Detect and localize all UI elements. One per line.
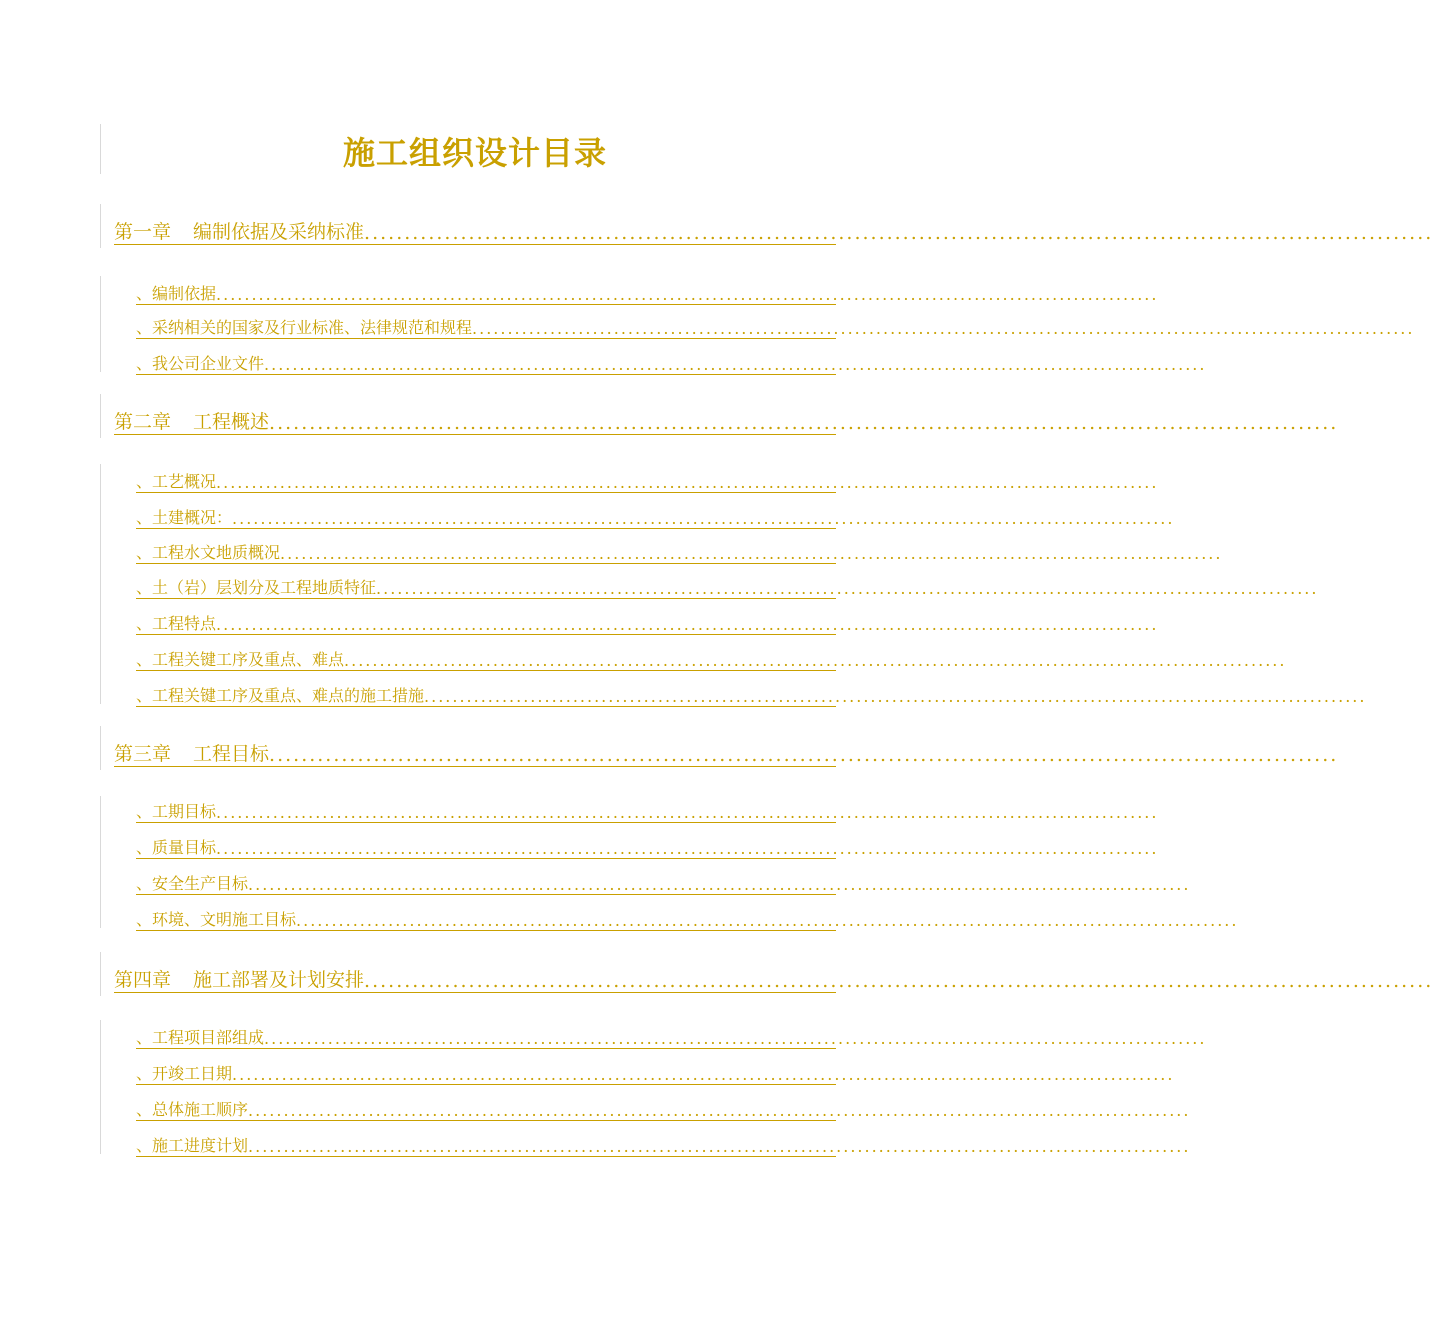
margin-rule: [100, 394, 101, 438]
page-title: 施工组织设计目录: [342, 134, 607, 172]
chapter-number: 第三章: [114, 743, 172, 765]
toc-item-label: 、安全生产目标: [136, 874, 249, 893]
dot-leader: .....................................................................................................................................: [232, 509, 1175, 528]
toc-item[interactable]: [136, 1024, 1207, 1049]
toc-item[interactable]: [136, 314, 1415, 339]
toc-item-label: 、土（岩）层划分及工程地质特征: [136, 578, 377, 597]
dot-leader: .....................................................................................................................................: [264, 355, 1207, 374]
margin-rule: [100, 952, 101, 996]
dot-leader: .....................................................................................................................................: [364, 970, 1433, 992]
toc-item[interactable]: [136, 682, 1367, 707]
toc-item[interactable]: [136, 468, 1159, 493]
margin-rule: [100, 276, 101, 372]
toc-item[interactable]: [136, 870, 1191, 895]
dot-leader: .....................................................................................................................................: [216, 473, 1159, 492]
toc-item[interactable]: [136, 280, 1159, 305]
toc-item-label: 、环境、文明施工目标: [136, 910, 297, 929]
chapter-title: 工程概述: [193, 411, 270, 433]
dot-leader: .....................................................................................................................................: [344, 651, 1287, 670]
toc-item[interactable]: [136, 834, 1159, 859]
chapter-number: 第四章: [114, 969, 172, 991]
toc-item-label: 、编制依据: [136, 284, 217, 303]
toc-chapter-4[interactable]: [114, 962, 1433, 993]
toc-item-label: 、工程水文地质概况: [136, 543, 281, 562]
dot-leader: .....................................................................................................................................: [269, 412, 1339, 434]
chapter-title: 工程目标: [193, 743, 270, 765]
margin-rule: [100, 796, 101, 928]
toc-item-label: 、采纳相关的国家及行业标准、法律规范和规程: [136, 318, 473, 337]
dot-leader: .....................................................................................................................................: [248, 1101, 1191, 1120]
dot-leader: .....................................................................................................................................: [248, 875, 1191, 894]
toc-item[interactable]: [136, 798, 1159, 823]
dot-leader: .....................................................................................................................................: [364, 222, 1433, 244]
toc-item-label: 、工期目标: [136, 802, 217, 821]
chapter-title: 编制依据及采纳标准: [193, 221, 365, 243]
toc-item-label: 、工程关键工序及重点、难点: [136, 650, 345, 669]
toc-chapter-3[interactable]: [114, 736, 1339, 767]
toc-item[interactable]: [136, 574, 1319, 599]
dot-leader: .....................................................................................................................................: [280, 544, 1223, 563]
toc-item-label: 、工程项目部组成: [136, 1028, 265, 1047]
toc-item-label: 、工程关键工序及重点、难点的施工措施: [136, 686, 425, 705]
chapter-number: 第二章: [114, 411, 172, 433]
toc-item-label: 、工艺概况: [136, 472, 217, 491]
dot-leader: .....................................................................................................................................: [232, 1065, 1175, 1084]
dot-leader: .....................................................................................................................................: [216, 615, 1159, 634]
toc-item[interactable]: [136, 646, 1287, 671]
margin-rule: [100, 726, 101, 770]
toc-chapter-1[interactable]: [114, 214, 1433, 245]
toc-item-label: 、土建概况：: [136, 508, 233, 527]
dot-leader: .....................................................................................................................................: [264, 1029, 1207, 1048]
dot-leader: .....................................................................................................................................: [216, 285, 1159, 304]
toc-chapter-2[interactable]: [114, 404, 1339, 435]
toc-item[interactable]: [136, 610, 1159, 635]
toc-item[interactable]: [136, 1132, 1191, 1157]
chapter-number: 第一章: [114, 221, 172, 243]
dot-leader: .....................................................................................................................................: [424, 687, 1367, 706]
dot-leader: .....................................................................................................................................: [216, 839, 1159, 858]
dot-leader: .....................................................................................................................................: [248, 1137, 1191, 1156]
dot-leader: .....................................................................................................................................: [216, 803, 1159, 822]
margin-rule: [100, 1020, 101, 1154]
dot-leader: .....................................................................................................................................: [269, 744, 1339, 766]
dot-leader: .....................................................................................................................................: [296, 911, 1239, 930]
toc-item-label: 、总体施工顺序: [136, 1100, 249, 1119]
toc-item[interactable]: [136, 350, 1207, 375]
toc-item-label: 、施工进度计划: [136, 1136, 249, 1155]
margin-rule: [100, 204, 101, 248]
toc-item-label: 、开竣工日期: [136, 1064, 233, 1083]
margin-rule: [100, 464, 101, 704]
toc-item[interactable]: [136, 504, 1175, 529]
toc-item[interactable]: [136, 539, 1223, 564]
toc-item-label: 、质量目标: [136, 838, 217, 857]
dot-leader: .....................................................................................................................................: [472, 319, 1415, 338]
toc-item-label: 、工程特点: [136, 614, 217, 633]
toc-item[interactable]: [136, 1060, 1175, 1085]
toc-item-label: 、我公司企业文件: [136, 354, 265, 373]
dot-leader: .....................................................................................................................................: [376, 579, 1319, 598]
chapter-title: 施工部署及计划安排: [193, 969, 365, 991]
toc-item[interactable]: [136, 1096, 1191, 1121]
toc-item[interactable]: [136, 906, 1239, 931]
